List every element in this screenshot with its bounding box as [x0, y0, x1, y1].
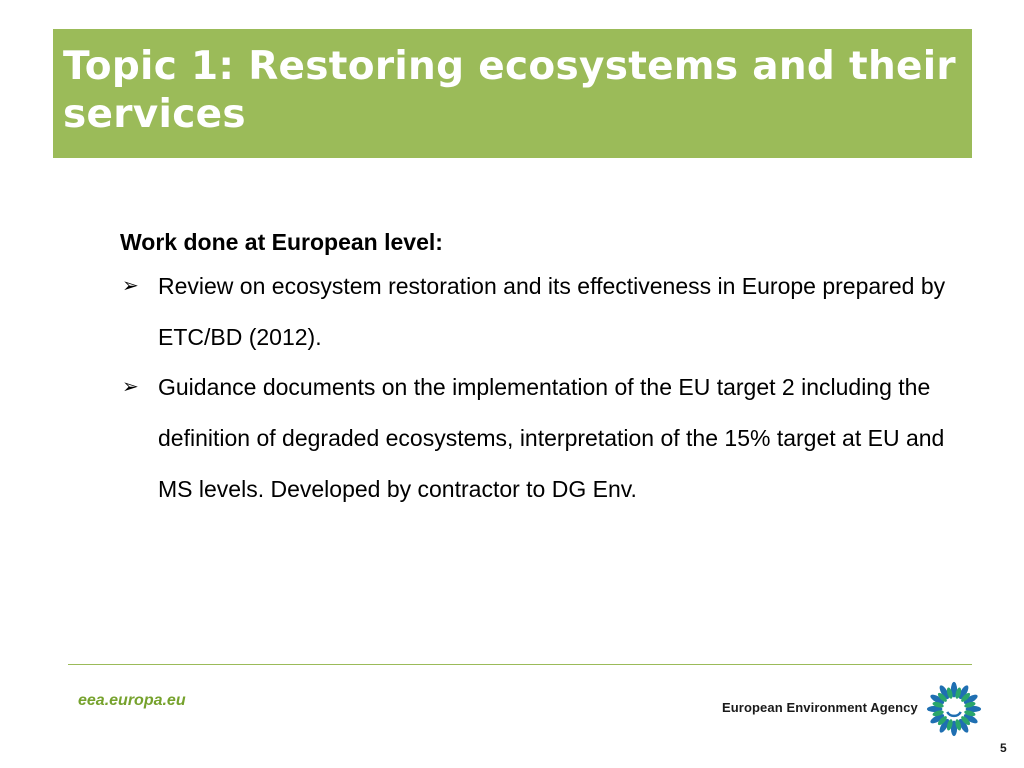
arrow-bullet-icon: ➢ — [122, 275, 139, 297]
content-subheading: Work done at European level: — [120, 229, 443, 255]
slide-title: Topic 1: Restoring ecosystems and their services — [63, 44, 956, 137]
eea-logo-icon — [925, 680, 983, 738]
title-bar — [53, 29, 972, 158]
bullet-item — [120, 362, 960, 515]
bullet-item — [120, 261, 960, 363]
bullet-list — [120, 261, 960, 515]
agency-name: European Environment Agency — [722, 700, 918, 715]
bullet-text: Guidance documents on the implementation of the EU target 2 including the definition of degraded ecosystems, interpretation of the 15% target at EU and MS levels. Developed by contractor to DG Env. — [158, 374, 945, 502]
slide-content — [120, 223, 960, 515]
footer-divider — [68, 664, 972, 665]
bullet-text: Review on ecosystem restoration and its effectiveness in Europe prepared by ETC/BD (2012). — [158, 273, 946, 350]
site-link[interactable]: eea.europa.eu — [78, 692, 186, 709]
arrow-bullet-icon: ➢ — [122, 376, 139, 398]
page-number: 5 — [1000, 741, 1007, 755]
